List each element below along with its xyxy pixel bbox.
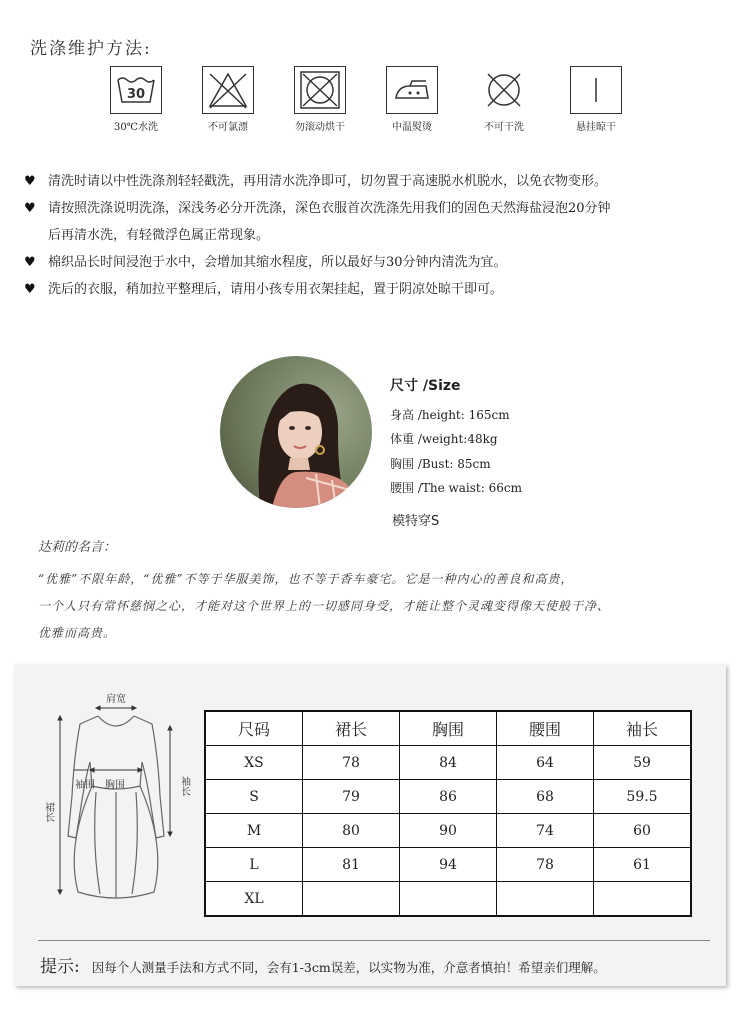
table-cell: 64 (497, 746, 594, 780)
table-row (205, 882, 691, 917)
heart-bullet-icon: ♥ (24, 201, 36, 216)
table-cell: 78 (497, 848, 594, 882)
no-tumble-dry-icon (294, 66, 346, 114)
wash-30-icon (110, 66, 162, 114)
tip-text: 因每个人测量手法和方式不同，会有1-3cm误差，以实物为准，介意者慎拍！希望亲们理解。 (91, 960, 606, 975)
care-icons-row (100, 66, 640, 150)
care-notes (24, 168, 724, 303)
shoulder-label: 肩宽 (106, 694, 126, 705)
model-photo (220, 356, 372, 508)
model-stat: 身高 /height: 165cm (390, 407, 510, 422)
table-cell: 74 (497, 814, 594, 848)
quote-line: 优雅而高贵。 (38, 626, 117, 640)
model-wear-size: 模特穿S (392, 514, 440, 529)
note-text: 清洗时请以中性洗涤剂轻轻戳洗，再用清水洗净即可，切勿置于高速脱水机脱水，以免衣物变形。 (48, 174, 608, 189)
size-table (204, 710, 692, 917)
care-label: 不可干洗 (484, 122, 524, 133)
model-stat: 体重 /weight:48kg (390, 432, 498, 446)
wash-temp: 30 (126, 87, 146, 102)
table-cell: XS (205, 746, 303, 780)
heart-bullet-icon: ♥ (24, 255, 36, 270)
col-header: 腰围 (497, 711, 594, 746)
care-item-tumble (284, 66, 356, 133)
care-note (24, 276, 724, 303)
care-label: 悬挂晾干 (576, 122, 616, 133)
col-header: 尺码 (205, 711, 303, 746)
note-text: 请按照洗涤说明洗涤，深浅务必分开洗涤，深色衣服首次洗涤先用我们的固色天然海盐浸泡20分钟 (48, 201, 611, 216)
no-dry-clean-icon (478, 66, 530, 114)
col-header: 裙长 (303, 711, 400, 746)
care-note (24, 168, 724, 195)
table-row (205, 780, 691, 814)
note-continuation: 后再清水洗，有轻微浮色属正常现象。 (48, 228, 270, 243)
care-title: 洗涤维护方法: (30, 39, 152, 59)
iron-medium-icon (386, 66, 438, 114)
tip-label: 提示: (40, 957, 80, 977)
tip-note (40, 952, 606, 977)
care-item-iron (376, 66, 448, 133)
care-note (24, 249, 724, 276)
dress-diagram (36, 686, 196, 912)
quote-title: 达莉的名言： (38, 540, 117, 555)
table-cell: XL (205, 882, 303, 917)
table-cell: 59.5 (594, 780, 692, 814)
no-bleach-icon (202, 66, 254, 114)
care-label: 不可氯漂 (208, 122, 248, 133)
table-cell: 79 (303, 780, 400, 814)
hang-dry-icon (570, 66, 622, 114)
table-cell: 78 (303, 746, 400, 780)
quote-text (38, 566, 738, 647)
table-cell (303, 882, 400, 917)
table-row (205, 814, 691, 848)
divider (38, 940, 710, 941)
table-cell: 90 (400, 814, 497, 848)
table-row (205, 746, 691, 780)
care-label: 勿滚动烘干 (295, 122, 345, 133)
note-text: 棉织品长时间浸泡于水中，会增加其缩水程度，所以最好与30分钟内清洗为宜。 (48, 255, 507, 270)
table-cell: 60 (594, 814, 692, 848)
table-cell: 59 (594, 746, 692, 780)
model-stat: 胸围 /Bust: 85cm (390, 456, 491, 471)
table-cell: M (205, 814, 303, 848)
heart-bullet-icon: ♥ (24, 282, 36, 297)
care-label: 中温熨烫 (392, 122, 432, 133)
table-cell: 61 (594, 848, 692, 882)
table-cell (497, 882, 594, 917)
model-portrait-image (220, 356, 372, 508)
care-item-wash (100, 66, 172, 133)
table-cell: 94 (400, 848, 497, 882)
table-cell: S (205, 780, 303, 814)
table-cell (594, 882, 692, 917)
note-text: 洗后的衣服，稍加拉平整理后，请用小孩专用衣架挂起，置于阴凉处晾干即可。 (48, 282, 504, 297)
table-row (205, 848, 691, 882)
sleeve-length-label: 袖长 (178, 776, 190, 796)
quote-line: “优雅”不限年龄，“优雅”不等于华服美饰，也不等于香车豪宅。它是一种内心的善良和高贵， (38, 572, 574, 586)
care-label: 30℃水洗 (114, 122, 158, 133)
table-cell: 80 (303, 814, 400, 848)
table-cell (400, 882, 497, 917)
model-size-info (390, 374, 522, 501)
skirt-length-label: 裙长 (42, 802, 54, 822)
model-stat: 腰围 /The waist: 66cm (390, 481, 522, 495)
heart-bullet-icon: ♥ (24, 174, 36, 189)
size-table-header-row (205, 711, 691, 746)
table-cell: 81 (303, 848, 400, 882)
size-title: 尺寸 /Size (390, 378, 461, 394)
table-cell: L (205, 848, 303, 882)
bust-label: 胸围 (105, 780, 125, 791)
col-header: 袖长 (594, 711, 692, 746)
size-chart-section (14, 664, 726, 986)
table-cell: 86 (400, 780, 497, 814)
table-cell: 84 (400, 746, 497, 780)
care-item-dryclean (468, 66, 540, 133)
sleeve-circ-label: 袖围 (75, 780, 95, 791)
care-item-hang (560, 66, 632, 133)
dress-outline-icon (36, 686, 196, 912)
care-item-bleach (192, 66, 264, 133)
col-header: 胸围 (400, 711, 497, 746)
table-cell: 68 (497, 780, 594, 814)
quote-line: 一个人只有常怀慈悯之心，才能对这个世界上的一切感同身受，才能让整个灵魂变得像天使般干净、 (38, 599, 611, 613)
care-note (24, 195, 724, 249)
